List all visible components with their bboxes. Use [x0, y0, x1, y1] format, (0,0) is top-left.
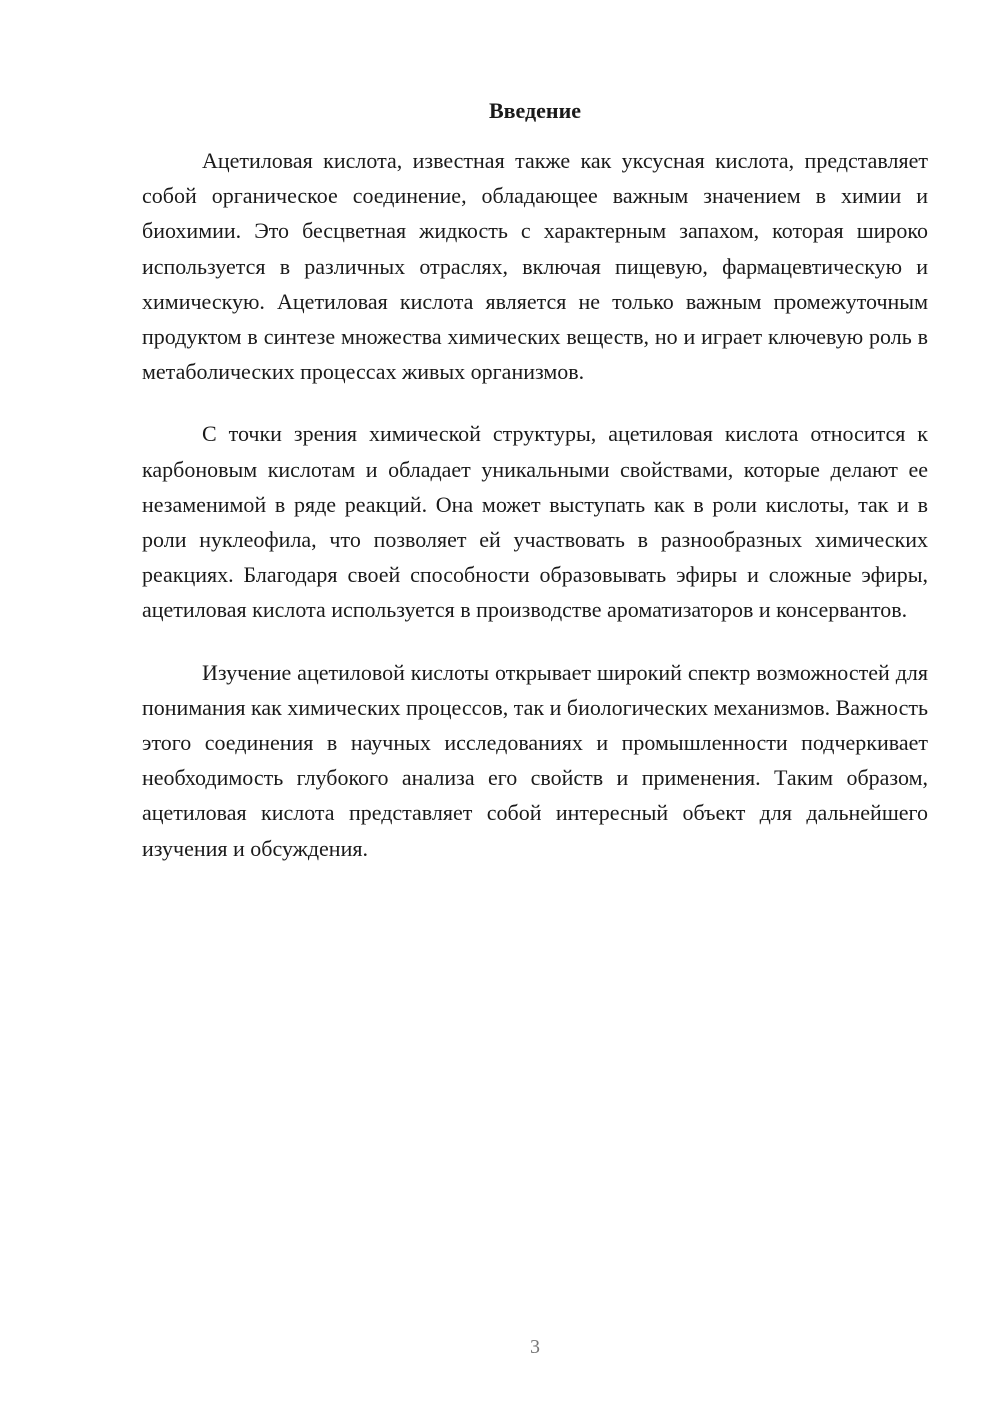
paragraph-structure: С точки зрения химической структуры, ацетиловая кислота относится к карбоновым кислотам и обладает уникальными свойствами, которые делают ее незаменимой в ряде реакций. Она может выступать как в роли кислоты, так и в роли нуклеофила, что позволяет ей участвовать в разнообразных химических реакциях. Благодаря своей способности образовывать эфиры и сложные эфиры, ацетиловая кислота используется в производстве ароматизаторов и консервантов.	[142, 421, 928, 623]
document-body	[142, 143, 928, 893]
paragraph-study: Изучение ацетиловой кислоты открывает широкий спектр возможностей для понимания как химических процессов, так и биологических механизмов. Важность этого соединения в научных исследованиях и промышленности подчеркивает необходимость глубокого анализа его свойств и применения. Таким образом, ацетиловая кислота представляет собой интересный объект для дальнейшего изучения и обсуждения.	[142, 659, 928, 861]
page-number: 3	[530, 1336, 540, 1358]
paragraph-intro: Ацетиловая кислота, известная также как уксусная кислота, представляет собой органическое соединение, обладающее важным значением в химии и биохимии. Это бесцветная жидкость с характерным запахом, которая широко используется в различных отраслях, включая пищевую, фармацевтическую и химическую. Ацетиловая кислота является не только важным промежуточным продуктом в синтезе множества химических веществ, но и играет ключевую роль в метаболических процессах живых организмов.	[142, 148, 928, 385]
section-title: Введение	[488, 98, 582, 123]
